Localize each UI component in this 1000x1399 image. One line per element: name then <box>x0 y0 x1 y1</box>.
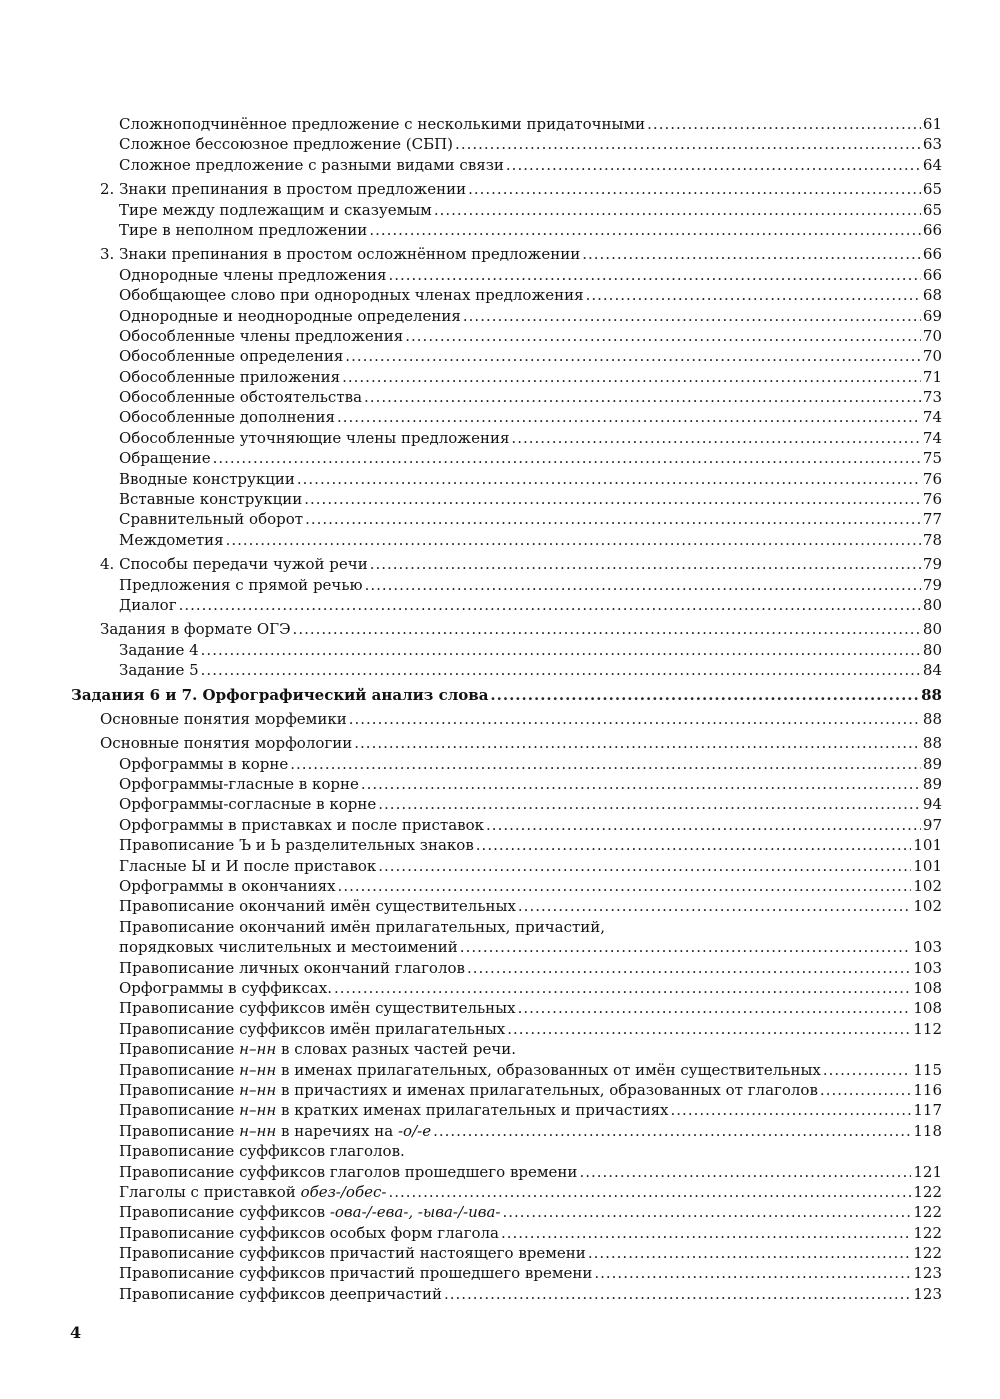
toc-entry-title: Тире в неполном предложении <box>119 220 368 239</box>
toc-entry <box>100 640 942 660</box>
toc-entry <box>100 1080 942 1100</box>
dot-leader <box>507 1019 911 1039</box>
toc-entry-title: Обособленные определения <box>119 347 344 366</box>
toc-entry <box>100 856 942 876</box>
toc-entry-title-italic: н–нн <box>239 1080 277 1099</box>
toc-entry-title: Основные понятия морфемики <box>100 709 347 728</box>
toc-entry <box>100 114 942 134</box>
toc-entry <box>100 1100 942 1120</box>
toc-entry <box>100 876 942 896</box>
toc-entry-title-italic: н–нн <box>239 1060 277 1079</box>
toc-entry-title: Орфограммы-согласные в корне <box>119 795 377 814</box>
toc-entry-title-italic: н–нн <box>239 1121 277 1140</box>
toc-entry <box>100 285 942 305</box>
toc-entry-page: 89 <box>922 754 942 773</box>
toc-entry <box>100 134 942 154</box>
dot-leader <box>444 1284 911 1304</box>
toc-entry-page: 115 <box>913 1060 942 1079</box>
dot-leader <box>586 285 921 305</box>
toc-entry-page: 74 <box>922 408 942 427</box>
toc-entry-title-italic: -о/-е <box>397 1121 432 1140</box>
toc-entry-page: 122 <box>913 1203 942 1222</box>
toc-entry-title: 4. Способы передачи чужой речи <box>100 555 368 574</box>
toc-entry-title: Правописание суффиксов причастий настоящего времени <box>119 1244 586 1263</box>
toc-entry-title-part: Глаголы с приставкой <box>119 1182 301 1201</box>
toc-entry <box>100 1182 942 1202</box>
toc-entry-title: Правописание суффиксов глаголов прошедшего времени <box>119 1162 578 1181</box>
dot-leader <box>179 595 921 615</box>
toc-entry-title: Орфограммы в суффиксах. <box>119 979 332 997</box>
toc-entry-title: Правописание Ъ и Ь разделительных знаков <box>119 836 474 855</box>
toc-entry <box>100 155 942 175</box>
toc-entry-title: Междометия <box>119 530 224 549</box>
toc-entry-title: Орфограммы-гласные в корне <box>119 775 359 794</box>
toc-entry-title: Обособленные приложения <box>119 367 341 386</box>
toc-entry-page: 108 <box>913 999 942 1018</box>
toc-entry-title: Обращение <box>119 449 211 468</box>
toc-entry-page: 118 <box>913 1121 942 1140</box>
toc-entry-page: 88 <box>922 734 942 753</box>
dot-leader <box>337 407 921 427</box>
toc-entry-title: Правописание окончаний имён прилагательных, причастий, <box>119 917 606 936</box>
toc-entry <box>100 815 942 835</box>
toc-entry <box>100 835 942 855</box>
dot-leader <box>490 685 919 705</box>
toc-entry-title: Правописание суффиксов особых форм глагола <box>119 1223 499 1242</box>
dot-leader <box>463 306 921 326</box>
dot-leader <box>342 367 921 387</box>
dot-leader <box>405 326 921 346</box>
toc-entry-page: 121 <box>913 1162 942 1181</box>
toc-entry-title <box>119 1121 431 1141</box>
toc-entry <box>100 326 942 346</box>
toc-entry-page: 122 <box>913 1223 942 1242</box>
toc-entry-page: 71 <box>922 367 942 386</box>
toc-entry-page: 84 <box>922 661 942 680</box>
toc-entry <box>100 1060 942 1080</box>
toc-entry-title <box>119 1060 821 1080</box>
toc-entry-title-part: Правописание <box>119 1040 240 1059</box>
dot-leader <box>501 1223 911 1243</box>
dot-leader <box>370 554 921 574</box>
dot-leader <box>671 1100 912 1120</box>
toc-entry-title: Задание 4 <box>119 640 199 659</box>
dot-leader <box>349 709 921 729</box>
toc-entry <box>71 685 942 705</box>
toc-entry-title: Однородные члены предложения <box>119 265 387 284</box>
toc-entry <box>100 448 942 468</box>
toc-entry-page: 79 <box>922 575 942 594</box>
toc-entry-title-part: в кратких именах прилагательных и причастиях <box>276 1101 669 1120</box>
toc-entry-page: 103 <box>913 938 942 957</box>
dot-leader <box>354 733 921 753</box>
toc-entry-title: Задание 5 <box>119 661 199 680</box>
toc-entry-page: 102 <box>913 897 942 916</box>
dot-leader <box>518 896 911 916</box>
toc-entry-page: 65 <box>922 200 942 219</box>
toc-entry-title-part: в причастиях и именах прилагательных, образованных от глаголов <box>276 1080 818 1099</box>
toc-entry-page: 70 <box>922 347 942 366</box>
dot-leader <box>364 387 921 407</box>
dot-leader <box>305 509 921 529</box>
toc-entry-page: 76 <box>922 490 942 509</box>
toc-entry-page: 94 <box>922 795 942 814</box>
toc-entry <box>100 1284 942 1304</box>
toc-entry-page: 66 <box>922 265 942 284</box>
toc-entry-title-part: Правописание <box>119 1121 240 1140</box>
toc-entry-page: 80 <box>922 595 942 614</box>
toc-entry-page: 65 <box>922 180 942 199</box>
toc-entry-page: 70 <box>922 326 942 345</box>
toc-entry <box>100 896 942 916</box>
toc-entry-page: 88 <box>921 685 942 704</box>
toc-entry-page: 116 <box>913 1080 942 1099</box>
toc-entry-title: Правописание суффиксов имён существительных <box>119 999 516 1018</box>
toc-entry-title: Сложное предложение с разными видами связи <box>119 155 504 174</box>
dot-leader <box>297 469 921 489</box>
toc-entry-page: 75 <box>922 449 942 468</box>
toc-entry-page: 63 <box>922 135 942 154</box>
toc-entry <box>100 367 942 387</box>
toc-entry-title: Сравнительный оборот <box>119 510 304 529</box>
toc-entry <box>100 1202 942 1222</box>
toc-entry <box>100 1121 942 1141</box>
toc-entry-page: 112 <box>913 1019 942 1038</box>
dot-leader <box>506 155 921 175</box>
toc-entry-title: Обособленные уточняющие члены предложения <box>119 428 510 447</box>
toc-entry <box>100 407 942 427</box>
dot-leader <box>293 619 921 639</box>
toc-entry <box>100 575 942 595</box>
toc-entry-page: 78 <box>922 530 942 549</box>
toc-entry-title: Вводные конструкции <box>119 469 295 488</box>
toc-entry-page: 80 <box>922 640 942 659</box>
toc-entry-title: Обособленные члены предложения <box>119 326 404 345</box>
toc-entry <box>100 1039 942 1059</box>
toc-entry-title: Правописание суффиксов имён прилагательных <box>119 1019 506 1038</box>
dot-leader <box>455 134 921 154</box>
toc-entry-title <box>119 1039 516 1059</box>
toc-entry-title <box>119 1202 500 1222</box>
toc-entry-title: Основные понятия морфологии <box>100 734 353 753</box>
toc-entry-title-part: в наречиях на <box>276 1121 398 1140</box>
toc-entry-title-italic: н–нн <box>239 1040 277 1059</box>
toc-entry-page: 122 <box>913 1244 942 1263</box>
dot-leader <box>201 640 921 660</box>
dot-leader <box>304 489 921 509</box>
toc-entry-title: Диалог <box>119 595 177 614</box>
toc-entry-title: Правописание окончаний имён существительных <box>119 897 516 916</box>
toc-entry-title: Сложноподчинённое предложение с несколькими придаточными <box>119 114 646 133</box>
toc-entry <box>100 306 942 326</box>
toc-entry-page: 108 <box>913 979 942 997</box>
dot-leader <box>594 1263 911 1283</box>
toc-entry-page: 77 <box>922 510 942 529</box>
dot-leader <box>467 958 911 978</box>
dot-leader <box>434 200 921 220</box>
toc-entry <box>100 1263 942 1283</box>
toc-entry-page: 61 <box>922 114 942 133</box>
toc-entry <box>100 1141 942 1161</box>
toc-entry-page: 102 <box>913 877 942 896</box>
toc-entry-title-part: Правописание <box>119 1101 240 1120</box>
toc-entry-title: Задания 6 и 7. Орфографический анализ слова <box>71 685 489 704</box>
toc-entry-page: 68 <box>922 286 942 305</box>
toc-entry <box>100 795 942 815</box>
toc-entry <box>100 619 942 639</box>
toc-entry <box>100 509 942 529</box>
toc-entry-title: порядковых числительных и местоимений <box>119 938 458 957</box>
toc-entry-title: Правописание суффиксов глаголов. <box>119 1142 405 1161</box>
toc-entry-title: Правописание личных окончаний глаголов <box>119 958 465 977</box>
toc-entry-title: 2. Знаки препинания в простом предложении <box>100 180 467 199</box>
toc-entry-page: 64 <box>922 155 942 174</box>
dot-leader <box>433 1121 911 1141</box>
dot-leader <box>460 937 912 957</box>
dot-leader <box>820 1080 911 1100</box>
toc-entry-page: 79 <box>922 555 942 574</box>
dot-leader <box>388 265 920 285</box>
toc-entry-title-italic: н–нн <box>239 1101 277 1120</box>
dot-leader <box>290 754 921 774</box>
toc-entry <box>100 1019 942 1039</box>
toc-entry-page: 101 <box>913 856 942 875</box>
toc-entry-page: 88 <box>922 709 942 728</box>
toc-entry-title: Предложения с прямой речью <box>119 575 363 594</box>
toc-entry <box>100 709 942 729</box>
toc-entry-title <box>119 1080 818 1100</box>
toc-entry-page: 117 <box>913 1101 942 1120</box>
toc-entry-title: Сложное бессоюзное предложение (СБП) <box>119 135 454 154</box>
toc-entry-page: 69 <box>922 306 942 325</box>
toc-entry <box>100 595 942 615</box>
toc-entry-page: 76 <box>922 469 942 488</box>
toc-entry-page: 103 <box>913 958 942 977</box>
dot-leader <box>361 774 921 794</box>
toc-entry <box>100 200 942 220</box>
toc-entry-page: 123 <box>913 1284 942 1303</box>
toc-entry <box>100 265 942 285</box>
toc-entry-title <box>119 1182 386 1202</box>
dot-leader <box>369 220 921 240</box>
dot-leader <box>823 1060 912 1080</box>
table-of-contents <box>71 114 942 1304</box>
toc-entry <box>100 244 942 264</box>
dot-leader <box>502 1202 911 1222</box>
toc-entry-title-part: Правописание <box>119 1080 240 1099</box>
toc-entry <box>100 1243 942 1263</box>
toc-entry-page: 80 <box>922 620 942 639</box>
toc-entry <box>100 917 942 937</box>
toc-entry-title: Обобщающее слово при однородных членах предложения <box>119 286 584 305</box>
toc-entry <box>100 958 942 978</box>
toc-entry-title: Правописание суффиксов деепричастий <box>119 1284 442 1303</box>
toc-entry-title-italic: -ова-/-ева-, -ыва-/-ива- <box>329 1203 501 1222</box>
toc-entry <box>100 179 942 199</box>
toc-entry-title: Обособленные обстоятельства <box>119 388 363 407</box>
toc-entry-title: Задания в формате ОГЭ <box>100 620 291 639</box>
toc-entry-page: 101 <box>913 836 942 855</box>
toc-entry-title-part: в именах прилагательных, образованных от имён существительных <box>276 1060 821 1079</box>
toc-entry-page: 123 <box>913 1264 942 1283</box>
toc-entry-title-part: в словах разных частей речи. <box>276 1040 517 1059</box>
dot-leader <box>579 1162 911 1182</box>
toc-entry-page: 89 <box>922 775 942 794</box>
toc-entry-title: Вставные конструкции <box>119 490 303 509</box>
toc-entry-title: Обособленные дополнения <box>119 408 335 427</box>
dot-leader <box>511 428 920 448</box>
dot-leader <box>334 978 911 998</box>
toc-entry-title-part: Правописание суффиксов <box>119 1203 330 1222</box>
dot-leader <box>345 346 921 366</box>
dot-leader <box>468 179 921 199</box>
toc-entry-page: 97 <box>922 815 942 834</box>
toc-entry <box>100 554 942 574</box>
toc-entry <box>100 1223 942 1243</box>
dot-leader <box>476 835 912 855</box>
toc-entry-page: 74 <box>922 428 942 447</box>
toc-entry-page: 66 <box>922 220 942 239</box>
toc-entry-page: 122 <box>913 1182 942 1201</box>
toc-entry-title: Тире между подлежащим и сказуемым <box>119 200 432 219</box>
toc-entry-page: 73 <box>922 388 942 407</box>
toc-entry <box>100 428 942 448</box>
toc-entry <box>100 937 942 957</box>
dot-leader <box>388 1182 911 1202</box>
toc-entry <box>100 1162 942 1182</box>
toc-entry-title: Орфограммы в приставках и после приставок <box>119 815 485 834</box>
toc-entry <box>100 733 942 753</box>
page-number: 4 <box>70 1323 82 1342</box>
dot-leader <box>213 448 921 468</box>
toc-entry-title: Орфограммы в корне <box>119 754 289 773</box>
dot-leader <box>647 114 921 134</box>
toc-entry-title: 3. Знаки препинания в простом осложнённом предложении <box>100 245 581 264</box>
dot-leader <box>588 1243 912 1263</box>
dot-leader <box>378 856 911 876</box>
dot-leader <box>365 575 921 595</box>
toc-entry <box>100 978 942 998</box>
toc-entry <box>100 387 942 407</box>
toc-entry <box>100 530 942 550</box>
toc-entry-page: 66 <box>922 245 942 264</box>
dot-leader <box>582 244 921 264</box>
dot-leader <box>338 876 912 896</box>
dot-leader <box>486 815 921 835</box>
dot-leader <box>518 998 912 1018</box>
toc-entry <box>100 660 942 680</box>
toc-entry <box>100 346 942 366</box>
toc-entry <box>100 220 942 240</box>
toc-entry <box>100 998 942 1018</box>
toc-entry <box>100 754 942 774</box>
toc-entry <box>100 489 942 509</box>
dot-leader <box>201 660 921 680</box>
toc-entry <box>100 469 942 489</box>
toc-entry-title: Орфограммы в окончаниях <box>119 877 336 896</box>
toc-entry-title: Правописание суффиксов причастий прошедшего времени <box>119 1264 593 1283</box>
toc-entry-title <box>119 1100 669 1120</box>
dot-leader <box>378 795 921 815</box>
toc-entry <box>100 774 942 794</box>
toc-entry-title: Однородные и неоднородные определения <box>119 306 461 325</box>
dot-leader <box>226 530 921 550</box>
toc-entry-title: Гласные Ы и И после приставок <box>119 856 377 875</box>
toc-entry-title-part: Правописание <box>119 1060 240 1079</box>
toc-entry-title-italic: обез-/обес- <box>300 1182 387 1201</box>
